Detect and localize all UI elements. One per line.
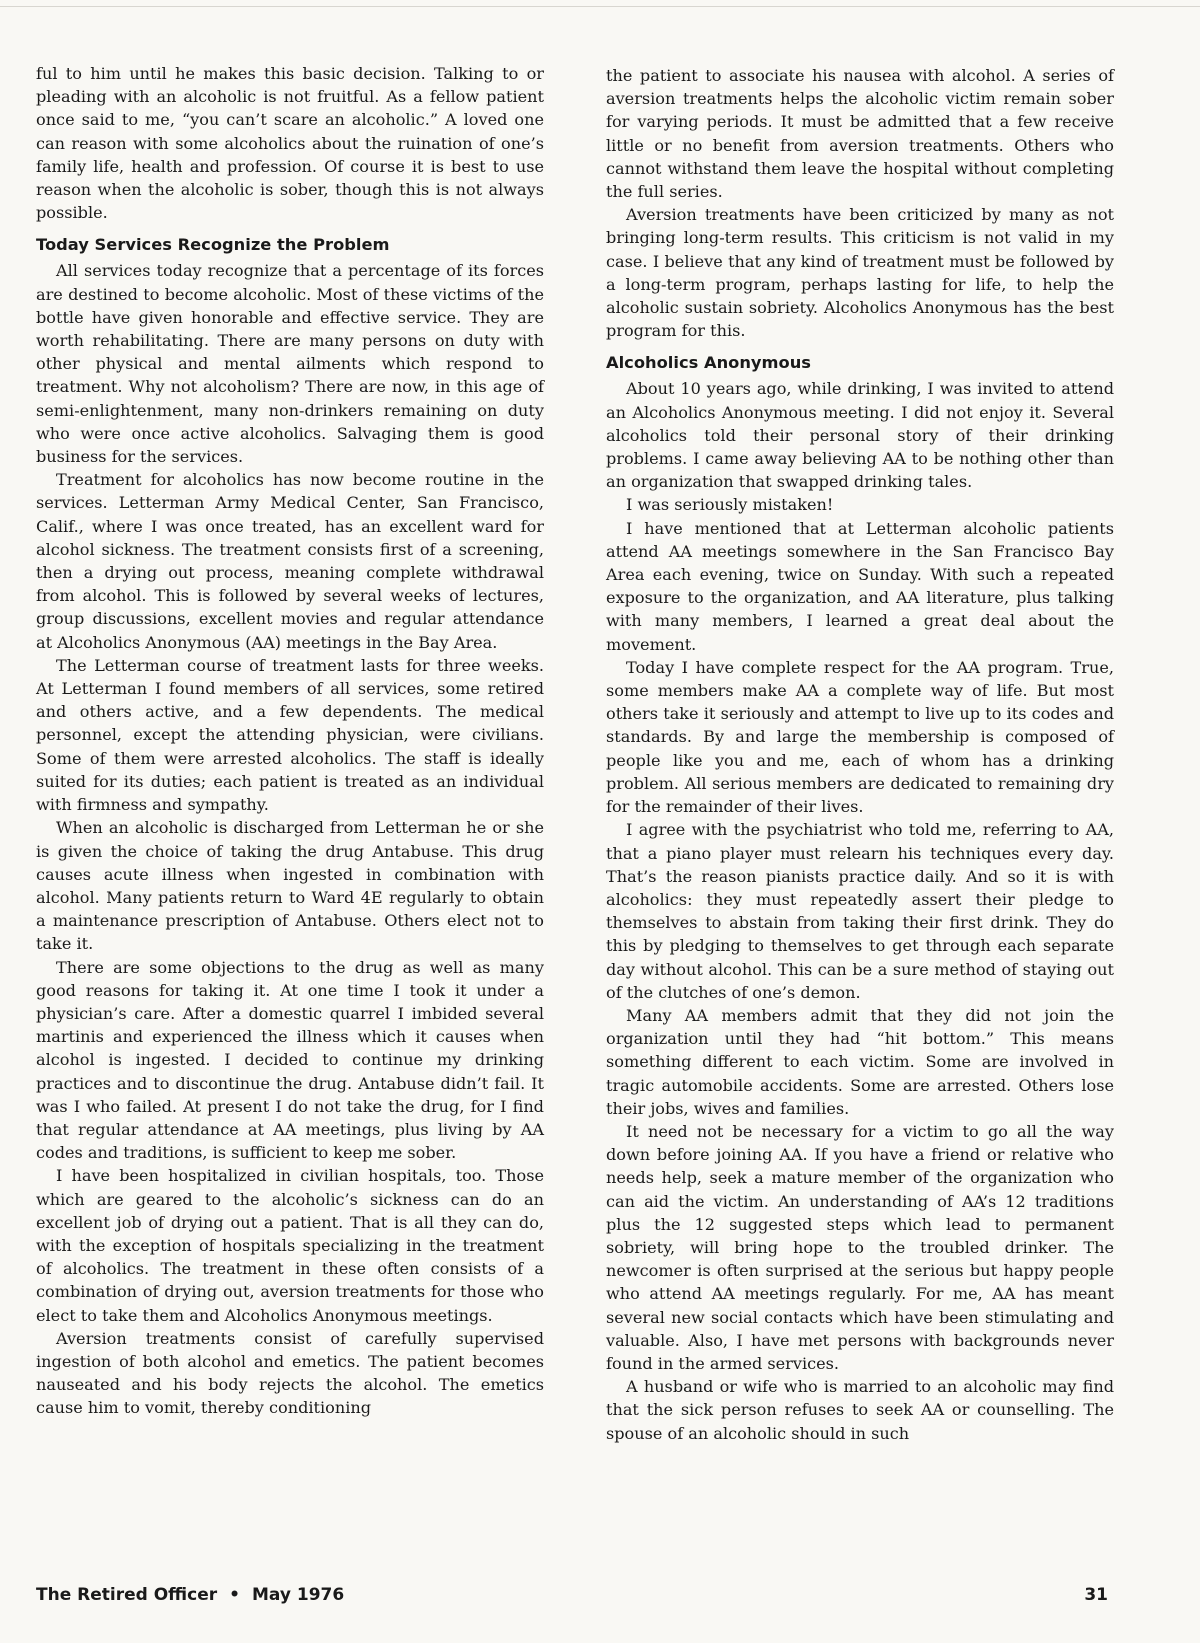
paragraph: Treatment for alcoholics has now become routine in the services. Letterman Army Medical Center, San Francisco, Calif., where I was once treated, has an excellent ward for alcohol sickness. The treatment consists first of a screening, then a drying out process, meaning complete withdrawal from alcohol. This is followed by several weeks of lectures, group discussions, excellent movies and regular attendance at Alcoholics Anonymous (AA) meetings in the Bay Area.	[36, 470, 544, 652]
footer-publication	[36, 1585, 344, 1605]
paragraph: I agree with the psychiatrist who told me, referring to AA, that a piano player must relearn his techniques every day. That’s the reason pianists practice daily. And so it is with alcoholics: they must repeatedly assert their pledge to themselves to abstain from taking their first drink. They do this by pledging to themselves to get through each separate day without alcohol. This can be a sure method of staying out of the clutches of one’s demon.	[606, 820, 1114, 1002]
paragraph: I have been hospitalized in civilian hospitals, too. Those which are geared to the alcoholic’s sickness can do an excellent job of drying out a patient. That is all they can do, with the exception of hospitals specializing in the treatment of alcoholics. The treatment in these often consists of a combination of drying out, aversion treatments for those who elect to take them and Alcoholics Anonymous meetings.	[36, 1166, 544, 1325]
paragraph: Aversion treatments consist of carefully supervised ingestion of both alcohol and emetics. The patient becomes nauseated and his body rejects the alcohol. The emetics cause him to vomit, thereby conditioning	[36, 1328, 544, 1418]
paragraph: The Letterman course of treatment lasts for three weeks. At Letterman I found members of all services, some retired and others active, and a few dependents. The medical personnel, except the attending physician, were civilians. Some of them were arrested alcoholics. The staff is ideally suited for its duties; each patient is treated as an individual with firmness and sympathy.	[36, 655, 544, 815]
paragraph: Many AA members admit that they did not join the organization until they had “hit bottom.” This means something different to each victim. Some are involved in tragic automobile accidents. Some are arrested. Others lose their jobs, wives and families.	[606, 1005, 1114, 1118]
paragraph: Today I have complete respect for the AA program. True, some members make AA a complete way of life. But most others take it seriously and attempt to live up to its codes and standards. By and large the membership is composed of people like you and me, each of whom has a drinking problem. All serious members are dedicated to remaining dry for the remainder of their lives.	[606, 657, 1114, 817]
footer-separator: •	[229, 1585, 240, 1605]
paragraph: About 10 years ago, while drinking, I was invited to attend an Alcoholics Anonymous meeting. I did not enjoy it. Several alcoholics told their personal story of their drinking problems. I came away believing AA to be nothing other than an organization that swapped drinking tales.	[606, 379, 1114, 492]
paragraph: All services today recognize that a percentage of its forces are destined to become alcoholic. Most of these victims of the bottle have given honorable and effective service. They are worth rehabilitating. There are many persons on duty with other physical and mental ailments which respond to treatment. Why not alcoholism? There are now, in this age of semi-enlightenment, many non-drinkers remaining on duty who were once active alcoholics. Salvaging them is good business for the services.	[36, 261, 544, 467]
paragraph: It need not be necessary for a victim to go all the way down before joining AA. If you have a friend or relative who needs help, seek a mature member of the organization who can aid the victim. An understanding of AA’s 12 traditions plus the 12 suggested steps which lead to permanent sobriety, will bring hope to the troubled drinker. The newcomer is often surprised at the serious but happy people who attend AA meetings regularly. For me, AA has meant several new social contacts which have been stimulating and valuable. Also, I have met persons with backgrounds never found in the armed services.	[606, 1121, 1114, 1373]
paragraph: Aversion treatments have been criticized by many as not bringing long-term results. This criticism is not valid in my case. I believe that any kind of treatment must be followed by a long-term program, perhaps lasting for life, to help the alcoholic sustain sobriety. Alcoholics Anonymous has the best program for this.	[606, 205, 1114, 341]
section-heading: Alcoholics Anonymous	[606, 353, 811, 373]
issue-date: May 1976	[252, 1585, 345, 1605]
paragraph: I have mentioned that at Letterman alcoholic patients attend AA meetings somewhere in the San Francisco Bay Area each evening, twice on Sunday. With such a repeated exposure to the organization, and AA literature, plus talking with many members, I learned a great deal about the movement.	[606, 518, 1114, 654]
right-column	[606, 64, 1114, 1445]
left-column	[36, 62, 544, 1420]
publication-title: The Retired Officer	[36, 1585, 218, 1605]
section-heading: Today Services Recognize the Problem	[36, 235, 390, 255]
paragraph: the patient to associate his nausea with alcohol. A series of aversion treatments helps the alcoholic victim remain sober for varying periods. It must be admitted that a few receive little or no benefit from aversion treatments. Others who cannot withstand them leave the hospital without completing the full series.	[606, 66, 1114, 202]
paragraph: A husband or wife who is married to an alcoholic may find that the sick person refuses to seek AA or counselling. The spouse of an alcoholic should in such	[606, 1377, 1114, 1443]
page-number: 31	[1084, 1585, 1108, 1605]
paragraph: There are some objections to the drug as well as many good reasons for taking it. At one time I took it under a physician’s care. After a domestic quarrel I imbided several martinis and experienced the illness which it causes when alcohol is ingested. I decided to continue my drinking practices and to discontinue the drug. Antabuse didn’t fail. It was I who failed. At present I do not take the drug, for I find that regular attendance at AA meetings, plus living by AA codes and traditions, is sufficient to keep me sober.	[36, 957, 544, 1163]
paragraph: ful to him until he makes this basic decision. Talking to or pleading with an alcoholic is not fruitful. As a fellow patient once said to me, “you can’t scare an alcoholic.” A loved one can reason with some alcoholics about the ruination of one’s family life, health and profession. Of course it is best to use reason when the alcoholic is sober, though this is not always possible.	[36, 64, 544, 223]
top-rule	[0, 6, 1200, 7]
paragraph: I was seriously mistaken!	[626, 495, 834, 515]
paragraph: When an alcoholic is discharged from Letterman he or she is given the choice of taking the drug Antabuse. This drug causes acute illness when ingested in combination with alcohol. Many patients return to Ward 4E regularly to obtain a maintenance prescription of Antabuse. Others elect not to take it.	[36, 818, 544, 954]
